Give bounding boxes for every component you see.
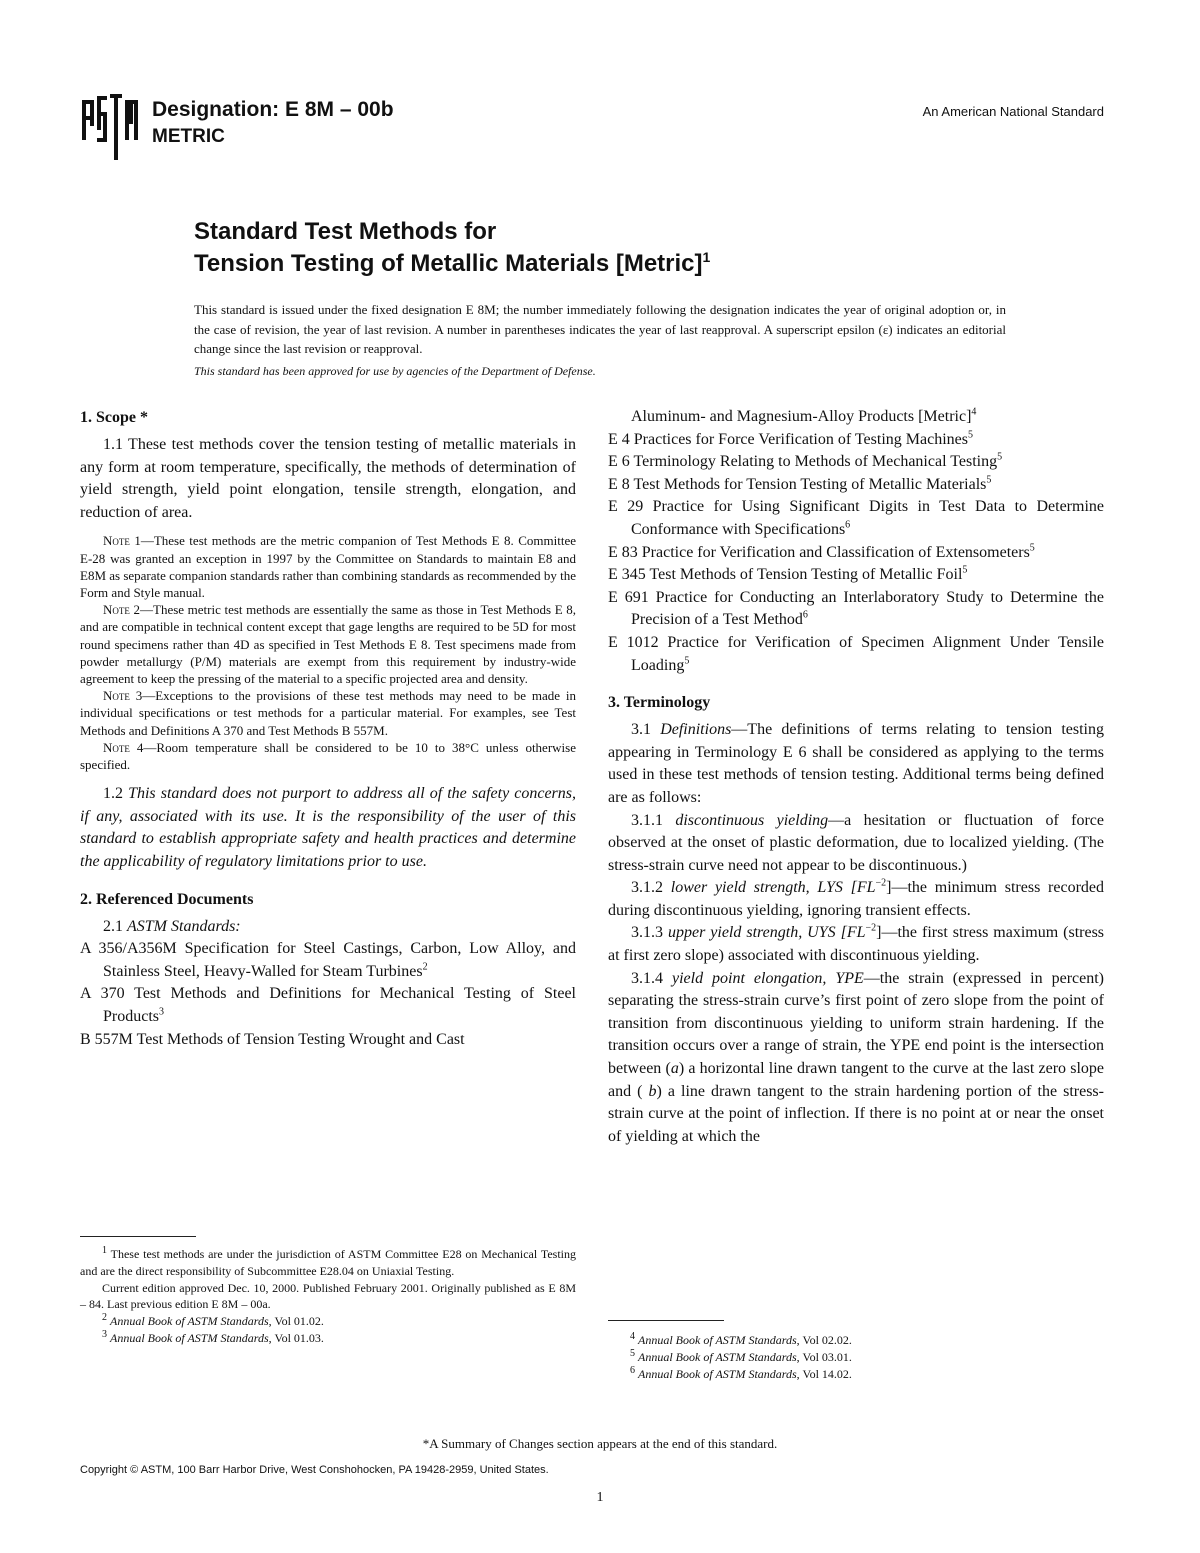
section-scope-heading: 1. Scope * bbox=[80, 409, 148, 426]
para-1-1: 1.1 These test methods cover the tension testing of metallic materials in any form at room temperature, specifically, the methods of determination of yield strength, yield point elongation, tensile strength, elongation, and reduction of area. bbox=[80, 436, 576, 521]
footnote-6: $^6$ Annual Book of ASTM Standards, Vol 14.02. bbox=[630, 1364, 852, 1381]
para-3-1-1: 3.1.1 discontinuous yielding—a hesitation or fluctuation of force observed at the onset of plastic deformation, due to localized yielding. (The stress-strain curve need not appear to be discontinuous.) bbox=[608, 811, 1105, 874]
para-3-1-3: 3.1.3 upper yield strength, UYS $[FL^{-2}]—the$ first stress maximum (stress at first zero slope) associated with discontinuous yielding. bbox=[608, 923, 1105, 965]
left-footnotes bbox=[80, 1246, 576, 1347]
section-referenced-documents-heading: 2. Referenced Documents bbox=[80, 890, 254, 908]
ref-b557-continued: Aluminum- and Magnesium-Alloy Products [Metric]$^4$ bbox=[631, 406, 977, 425]
astm-logo-icon bbox=[80, 94, 138, 162]
title-line-1: Standard Test Methods for bbox=[194, 218, 497, 245]
para-3-1-4: 3.1.4 yield point elongation, YPE—the strain (expressed in percent) separating the stress-strain curve’s first point of zero slope from the point of transition from discontinuous yielding to uniform strain hardening. If the transition occurs over a range of strain, the YPE end point is the intersection between (a) a horizontal line drawn tangent to the curve at the last zero slope and ( b) a line drawn tangent to the strain hardening portion of the stress-strain curve at the point of inflection. If there is no point at or near the onset of yielding at which the bbox=[608, 969, 1105, 1145]
ref-e345: E 345 Test Methods of Tension Testing of Metallic Foil$^5$ bbox=[608, 564, 968, 584]
right-footnote-rule bbox=[608, 1320, 724, 1321]
american-national-standard: An American National Standard bbox=[922, 104, 1104, 119]
copyright-line: Copyright © ASTM, 100 Barr Harbor Drive, West Conshohocken, PA 19428-2959, United States. bbox=[80, 1464, 549, 1476]
document-title bbox=[194, 216, 710, 280]
para-3-1: 3.1 Definitions—The definitions of terms relating to tension testing appearing in Terminology E 6 shall be considered as applying to the terms used in these test methods of tension testing. Additional terms being defined are as follows: bbox=[608, 721, 1104, 806]
ref-e4: E 4 Practices for Force Verification of Testing Machines$^5$ bbox=[608, 429, 973, 448]
notes bbox=[80, 532, 576, 773]
para-3-1-2: 3.1.2 lower yield strength, LYS $[FL^{-2}]—the$ minimum stress recorded during discontinuous yielding, ignoring transient effects. bbox=[608, 877, 1104, 919]
ref-e29: E 29 Practice for Using Significant Digits in Test Data to Determine Conformance with Specifications$^6$ bbox=[608, 498, 1104, 538]
footnote-current-edition: Current edition approved Dec. 10, 2000. Published February 2001. Originally published as E 8M – 84. Last previous edition E 8M – 00a. bbox=[80, 1280, 576, 1312]
para-2-1: 2.1 ASTM Standards: bbox=[103, 917, 241, 935]
ref-e83: E 83 Practice for Verification and Classification of Extensometers$^5$ bbox=[608, 542, 1035, 561]
dod-notice: This standard has been approved for use by agencies of the Department of Defense. bbox=[194, 364, 596, 378]
note-4: Note 4—Room temperature shall be considered to be 10 to 38°C unless otherwise specified. bbox=[80, 739, 576, 773]
issuance-statement: This standard is issued under the fixed designation E 8M; the number immediately following the designation indicates the year of original adoption or, in the case of revision, the year of last revision. A number in parentheses indicates the year of last reapproval. A superscript epsilon (ε) indicates an editorial change since the last revision or reapproval. bbox=[194, 302, 1006, 356]
footnote-3: $^3$ Annual Book of ASTM Standards, Vol 01.03. bbox=[102, 1328, 324, 1345]
ref-e1012: E 1012 Practice for Verification of Specimen Alignment Under Tensile Loading$^5$ bbox=[608, 633, 1104, 674]
note-2: Note 2—These metric test methods are essentially the same as those in Test Methods E 8, and are compatible in technical content except that gage lengths are required to be 5D for most round specimens rather than 4D as specified in Test Methods E 8. Test specimens made from powder metallurgy (P/M) materials are exempt from this requirement by industry-wide agreement to keep the pressing of the material to a specific projected area and density. bbox=[80, 602, 577, 686]
right-footnotes bbox=[608, 1332, 1104, 1382]
right-column bbox=[608, 406, 1104, 1148]
footnote-5: $^5$ Annual Book of ASTM Standards, Vol 03.01. bbox=[630, 1347, 852, 1364]
footnote-4: $^4$ Annual Book of ASTM Standards, Vol 02.02. bbox=[630, 1331, 852, 1347]
footnote-1: $^1$ These test methods are under the jurisdiction of ASTM Committee E28 on Mechanical Testing and are the direct responsibility of Subcommittee E28.04 on Uniaxial Testing. bbox=[80, 1245, 576, 1278]
ref-e6: E 6 Terminology Relating to Methods of Mechanical Testing$^5$ bbox=[608, 451, 1003, 471]
page-number: 1 bbox=[596, 1490, 604, 1505]
section-terminology-heading: 3. Terminology bbox=[608, 694, 711, 712]
note-1: Note 1—These test methods are the metric companion of Test Methods E 8. Committee E-28 was granted an exception in 1997 by the Committee on Standards to maintain E8 and E8M as separate companion standards rather than combining standards as recommended by the Form and Style manual. bbox=[80, 533, 577, 600]
ref-b557: B 557M Test Methods of Tension Testing Wrought and Cast bbox=[80, 1030, 465, 1048]
left-footnote-rule bbox=[80, 1236, 196, 1237]
note-3: Note 3—Exceptions to the provisions of these test methods may need to be made in individual specifications or test methods for a particular material. For examples, see Test Methods and Definitions A 370 and Test Methods B 557M. bbox=[80, 688, 576, 738]
ref-a370: A 370 Test Methods and Definitions for Mechanical Testing of Steel Products$^3$ bbox=[80, 985, 576, 1025]
metric-label: METRIC bbox=[152, 126, 225, 147]
designation: Designation: E 8M – 00b bbox=[152, 98, 394, 121]
title-line-2: Tension Testing of Metallic Materials [Metric]$^1$ bbox=[194, 249, 711, 277]
title-footnote-ref: 1 bbox=[702, 249, 711, 265]
summary-of-changes-note: *A Summary of Changes section appears at the end of this standard. bbox=[422, 1436, 778, 1451]
para-1-2: 1.2 This standard does not purport to address all of the safety concerns, if any, associated with its use. It is the responsibility of the user of this standard to establish appropriate safety and health practices and determine the applicability of regulatory limitations prior to use. bbox=[80, 785, 577, 870]
ref-a356: A 356/A356M Specification for Steel Castings, Carbon, Low Alloy, and Stainless Steel, Heavy-Walled for Steam Turbines$^2$ bbox=[80, 940, 576, 980]
footnote-2: $^2$ Annual Book of ASTM Standards, Vol 01.02. bbox=[102, 1312, 324, 1329]
ref-e691: E 691 Practice for Conducting an Interlaboratory Study to Determine the Precision of a Test Method$^6$ bbox=[608, 588, 1104, 629]
ref-e8: E 8 Test Methods for Tension Testing of Metallic Materials$^5$ bbox=[608, 474, 992, 493]
left-column bbox=[80, 406, 576, 1051]
